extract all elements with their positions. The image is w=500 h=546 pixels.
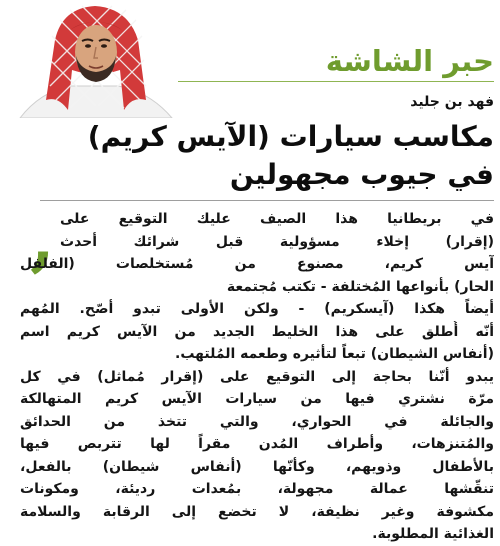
headline-line-1: مكاسب سيارات (الآيس كريم) [87,120,494,153]
article-line: والجائلة في الحواري، والتي تتخذ من الحدائق [20,413,494,430]
article-line: أنّه أُطلق على هذا الخليط الجديد من الآيس كريم اسم [20,323,494,340]
article-line: الحار) بأنواعها المُختلفة - تكتب مُجتمعة [226,278,494,295]
article-line: في بريطانيا هذا الصيف عليك التوقيع على [60,211,494,227]
author-name: فهد بن جليد [410,94,494,110]
article-body [20,208,494,546]
article-line: (أنفاس الشيطان) تبعاً لتأثيره وطعمه المُلتهب. [175,346,494,362]
article-line: آيس كريم، مصنوع من مُستخلصات (الفلفل [20,256,494,272]
author-portrait [0,0,186,118]
article-line: الغذائية المطلوبة. [372,526,494,542]
column-title: حبر الشاشة [325,44,494,78]
article-line: مكشوفة وغير نظيفة، لا تخضع إلى الرقابة والسلامة [20,503,494,520]
article-line: بالأطفال وذويهم، وكأنّها (أنفاس شيطان) بالفعل، [20,458,494,475]
article-line: أيضاً هكذا (آيسكريم) - ولكن الأولى تبدو أصّح. المُهم [20,301,494,317]
quote-mark-icon: , [30,195,56,280]
article-line: مرّة نشتري فيها من سيارات الآيس كريم المتهالكة [20,391,494,407]
article-line: (إقرار) إخلاء مسؤولية قبل شرائك أحدث [60,233,494,250]
headline-divider [40,200,494,201]
title-divider [178,81,494,82]
article-line: تنقّشها عمالة مجهولة، بمُعدات رديئة، ومكونات [20,481,494,497]
headline-line-2: في جيوب مجهولين [229,158,494,191]
headline [24,118,494,194]
article-line: والمُتنزهات، وأطراف المُدن مقراً لها تتربص فيها [20,436,494,452]
article-line: يبدو أنّنا بحاجة إلى التوقيع على (إقرار مُماثل) في كل [20,368,494,385]
